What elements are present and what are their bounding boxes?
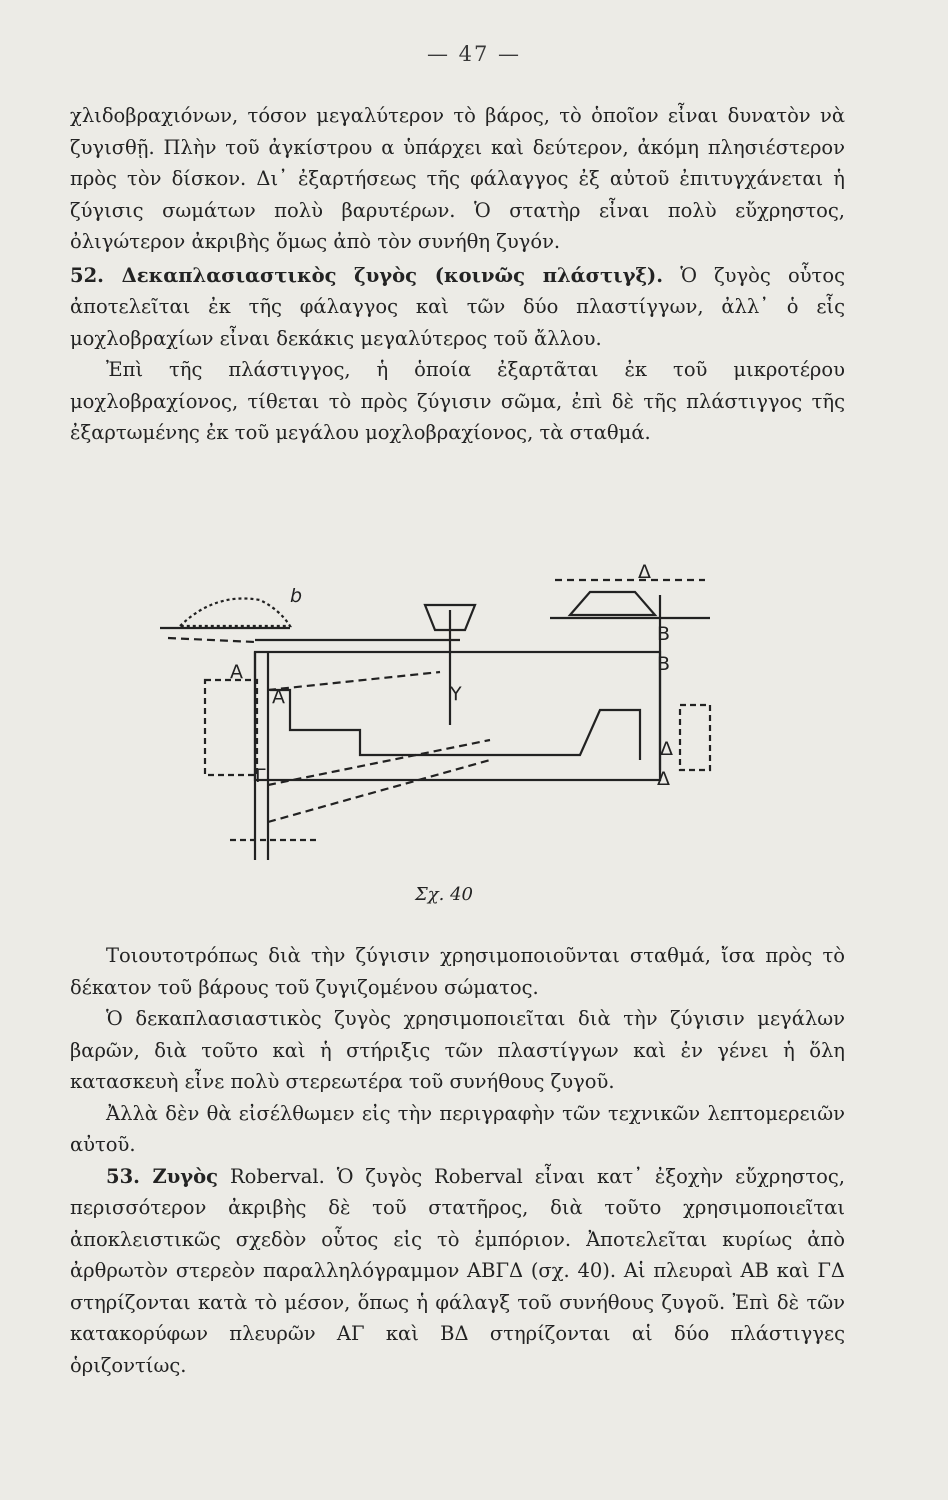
frame-rect [255, 652, 660, 780]
section-52-heading: 52. Δεκαπλασιαστικὸς ζυγὸς (κοινῶς πλάστιγξ). [70, 263, 664, 287]
figure-roberval-balance [160, 560, 720, 905]
section-53-heading-name: Roberval. [229, 1164, 325, 1188]
top-paragraph: χλιδοβραχιόνων, τόσον μεγαλύτερον τὸ βάρος, τὸ ὁποῖον εἶναι δυνατὸν νὰ ζυγισθῇ. Πλὴν τοῦ ἀγκίστρου α ὑπάρχει καὶ δεύτερον, ἀκόμη πλησιέστερον πρὸς τὸν δίσκον. Δι᾽ ἐξαρτήσεως τῆς φάλαγγος ἐξ αὐτοῦ ἐπιτυγχάνεται ἡ ζύγισις σωμάτων πολὺ βαρυτέρων. Ὁ στατὴρ εἶναι πολὺ εὔχρηστος, ὀλιγώτερον ἀκριβὴς ὅμως ἀπὸ τὸν συνήθη ζυγόν. [70, 104, 845, 253]
left-dashed-block [205, 680, 257, 775]
section-53 [70, 1161, 845, 1382]
figure-caption: Σχ. 40 [415, 884, 473, 905]
top-paragraph-block [70, 100, 845, 449]
label-A-left: Α [230, 661, 243, 683]
label-B-upper: Β [657, 623, 671, 645]
label-b: b [290, 585, 303, 607]
section-53-heading: 53. Ζυγὸς [106, 1164, 218, 1188]
section-52 [70, 260, 845, 355]
label-Gamma: Γ [255, 765, 266, 787]
bottom-paragraph-3: Ἀλλὰ δὲν θὰ εἰσέλθωμεν εἰς τὴν περιγραφὴν τῶν τεχνικῶν λεπτομερειῶν αὐτοῦ. [70, 1101, 845, 1156]
right-weight [570, 592, 655, 615]
label-Delta-lower: Δ [657, 768, 670, 790]
bottom-paragraph-2: Ὁ δεκαπλασιαστικὸς ζυγὸς χρησιμοποιεῖται διὰ τὴν ζύγισιν μεγάλων βαρῶν, διὰ τοῦτο καὶ ἡ στήριξις τῶν πλαστίγγων καὶ ἐν γένει ἡ ὅλη κατασκευὴ εἶνε πολὺ στερεωτέρα τοῦ συνήθους ζυγοῦ. [70, 1007, 845, 1093]
label-Y: Υ [450, 683, 462, 705]
right-dashed-block [680, 705, 710, 770]
label-A-inner: Α [272, 686, 285, 708]
dashed-line-left [168, 638, 255, 642]
diag-dashed-beam [268, 672, 440, 690]
label-B-lower: Β [657, 653, 671, 675]
label-Delta-upper: Δ [660, 738, 673, 760]
balance-diagram [160, 560, 720, 905]
section-52-text: Ὁ ζυγὸς οὗτος ἀποτελεῖται ἐκ τῆς φάλαγγος καὶ τῶν δύο πλαστίγγων, ἀλλ᾽ ὁ εἷς μοχλοβραχίων εἶναι δεκάκις μεγαλύτερος τοῦ ἄλλου. [70, 263, 845, 350]
section-52-paragraph-2: Ἐπὶ τῆς πλάστιγγος, ἡ ὁποία ἐξαρτᾶται ἐκ τοῦ μικροτέρου μοχλοβραχίονος, τίθεται τὸ πρὸς ζύγισιν σῶμα, ἐπὶ δὲ τῆς πλάστιγγος τῆς ἐξαρτωμένης ἐκ τοῦ μεγάλου μοχλοβραχίονος, τὰ σταθμά. [70, 358, 845, 444]
section-53-text: Ὁ ζυγὸς Roberval εἶναι κατ᾽ ἐξοχὴν εὔχρηστος, περισσότερον ἀκριβὴς δὲ τοῦ στατῆρος, διὰ τοῦτο χρησιμοποιεῖται ἀποκλειστικῶς σχεδὸν οὗτος εἰς τὸ ἐμπόριον. Ἀποτελεῖται κυρίως ἀπὸ ἀρθρωτὸν στερεὸν παραλληλόγραμμον ΑΒΓΔ (σχ. 40). Αἱ πλευραὶ ΑΒ καὶ ΓΔ στηρίζονται κατὰ τὸ μέσον, ὅπως ἡ φάλαγξ τοῦ συνήθους ζυγοῦ. Ἐπὶ δὲ τῶν κατακορύφων πλευρῶν ΑΓ καὶ ΒΔ στηρίζονται αἱ δύο πλάστιγγες ὁριζοντίως. [70, 1164, 846, 1377]
label-Delta-top: Δ [638, 561, 651, 583]
weighed-heap [180, 598, 290, 626]
page-number: — 47 — [426, 42, 522, 66]
bottom-paragraph-block [70, 940, 845, 1381]
bottom-paragraph-1: Τοιουτοτρόπως διὰ τὴν ζύγισιν χρησιμοποιοῦνται σταθμά, ἴσα πρὸς τὸ δέκατον τοῦ βάρους τοῦ ζυγιζομένου σώματος. [70, 944, 845, 999]
